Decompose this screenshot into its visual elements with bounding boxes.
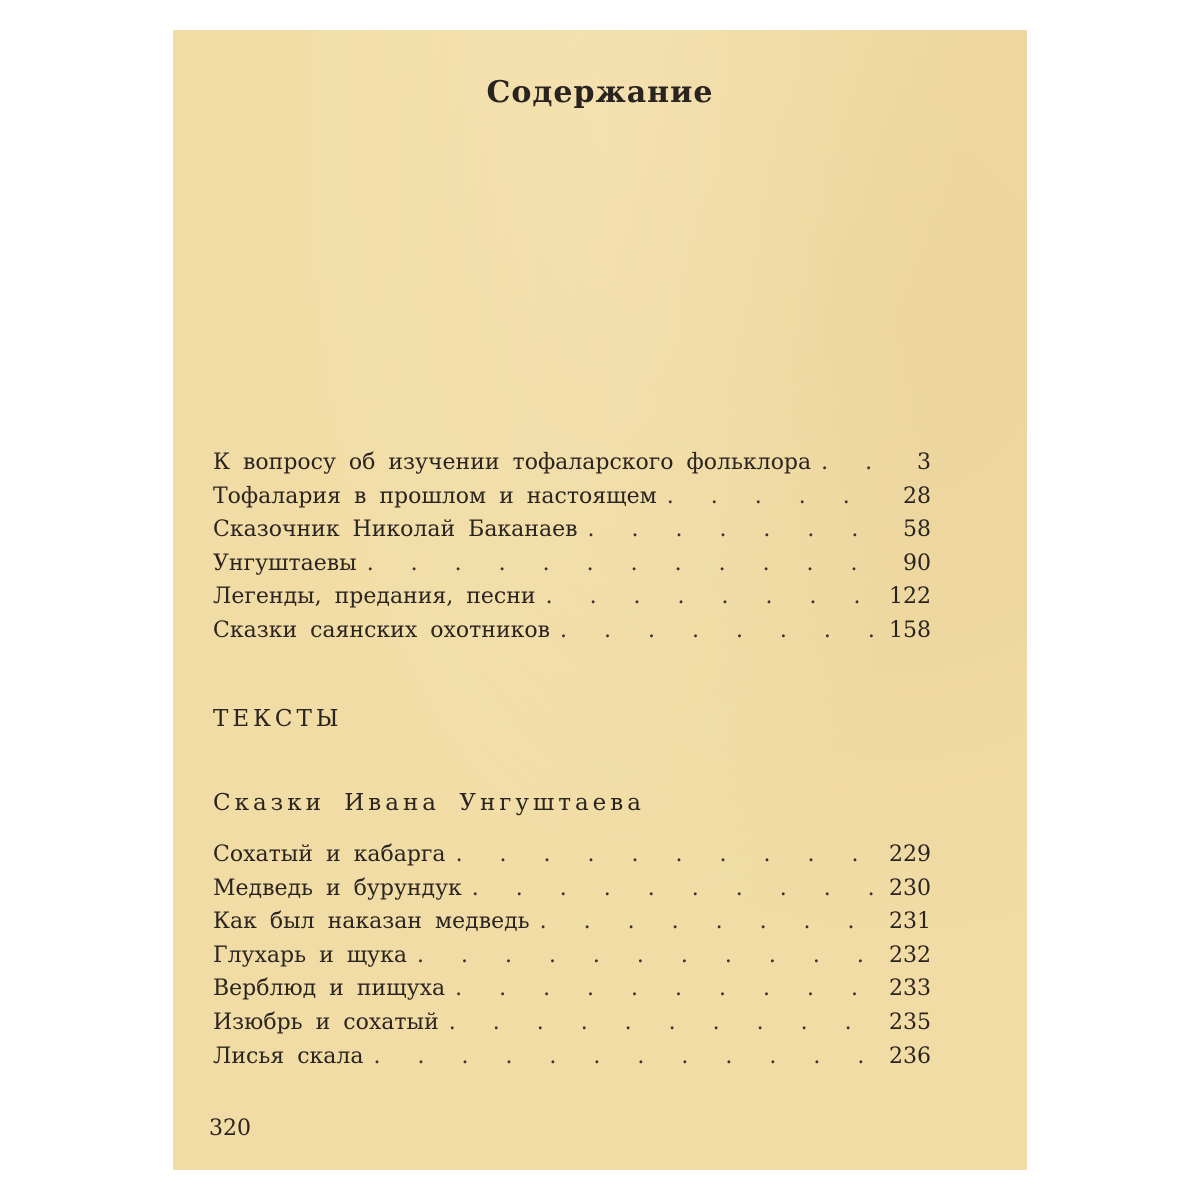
toc-entry-label: Сказочник Николай Баканаев	[213, 517, 578, 543]
toc-entry	[213, 551, 931, 585]
dot-leader	[373, 1044, 879, 1069]
toc-entry-page: 3	[917, 450, 931, 475]
toc-entry-page: 229	[889, 842, 931, 867]
toc-entry-page: 158	[889, 617, 931, 643]
toc-entry	[213, 976, 931, 1010]
dot-leader	[546, 584, 879, 609]
dot-leader	[560, 618, 879, 643]
dot-leader	[417, 943, 879, 968]
toc-entry	[213, 876, 931, 910]
dot-leader	[587, 517, 881, 542]
page-number: 320	[209, 1116, 251, 1141]
toc-entry-page: 230	[889, 875, 931, 901]
toc-entry-page: 232	[889, 942, 931, 968]
toc-entry	[213, 1010, 931, 1044]
dot-leader	[449, 1010, 879, 1035]
dot-leader	[821, 450, 881, 475]
toc-entry-label: Изюбрь и сохатый	[213, 1009, 439, 1035]
dot-leader	[667, 484, 881, 509]
subsection-heading: Сказки Ивана Унгуштаева	[213, 790, 645, 816]
dot-leader	[367, 551, 881, 576]
toc-entry-page: 231	[889, 909, 931, 935]
toc-entry-label: Тофалария в прошлом и настоящем	[213, 483, 657, 509]
toc-entry-label: Легенды, предания, песни	[213, 584, 536, 610]
toc-entry-label: Как был наказан медведь	[213, 909, 530, 935]
dot-leader	[540, 909, 879, 934]
toc-entry-label: Сказки саянских охотников	[213, 617, 550, 643]
toc-entry-page: 122	[889, 584, 931, 610]
dot-leader	[456, 842, 879, 867]
toc-entry-label: К вопросу об изучении тофаларского фольклора	[213, 450, 812, 475]
toc-entry-label: Верблюд и пищуха	[213, 976, 446, 1002]
page-title: Содержание	[486, 75, 714, 110]
toc-entry	[213, 1044, 931, 1078]
toc-entry-label: Глухарь и щука	[213, 942, 407, 968]
toc-entry	[213, 517, 931, 551]
dot-leader	[472, 876, 879, 901]
section-heading: ТЕКСТЫ	[213, 706, 343, 732]
toc-entry-page: 236	[889, 1043, 931, 1069]
toc-entry-page: 58	[903, 517, 931, 543]
toc-entry	[213, 450, 931, 484]
book-page	[173, 30, 1027, 1170]
toc-intro-list	[213, 450, 931, 652]
toc-entry	[213, 909, 931, 943]
toc-entry-label: Сохатый и кабарга	[213, 842, 446, 867]
toc-entry	[213, 618, 931, 652]
toc-entry-page: 233	[889, 976, 931, 1002]
toc-entry-label: Лисья скала	[213, 1043, 364, 1069]
toc-entry-page: 90	[903, 550, 931, 576]
toc-entry-label: Медведь и бурундук	[213, 875, 462, 901]
toc-tales-list	[213, 842, 931, 1077]
dot-leader	[455, 976, 879, 1001]
toc-entry-page: 28	[903, 483, 931, 509]
toc-entry	[213, 484, 931, 518]
toc-entry	[213, 584, 931, 618]
toc-entry-label: Унгуштаевы	[213, 550, 357, 576]
toc-entry-page: 235	[889, 1009, 931, 1035]
toc-entry	[213, 842, 931, 876]
toc-entry	[213, 943, 931, 977]
